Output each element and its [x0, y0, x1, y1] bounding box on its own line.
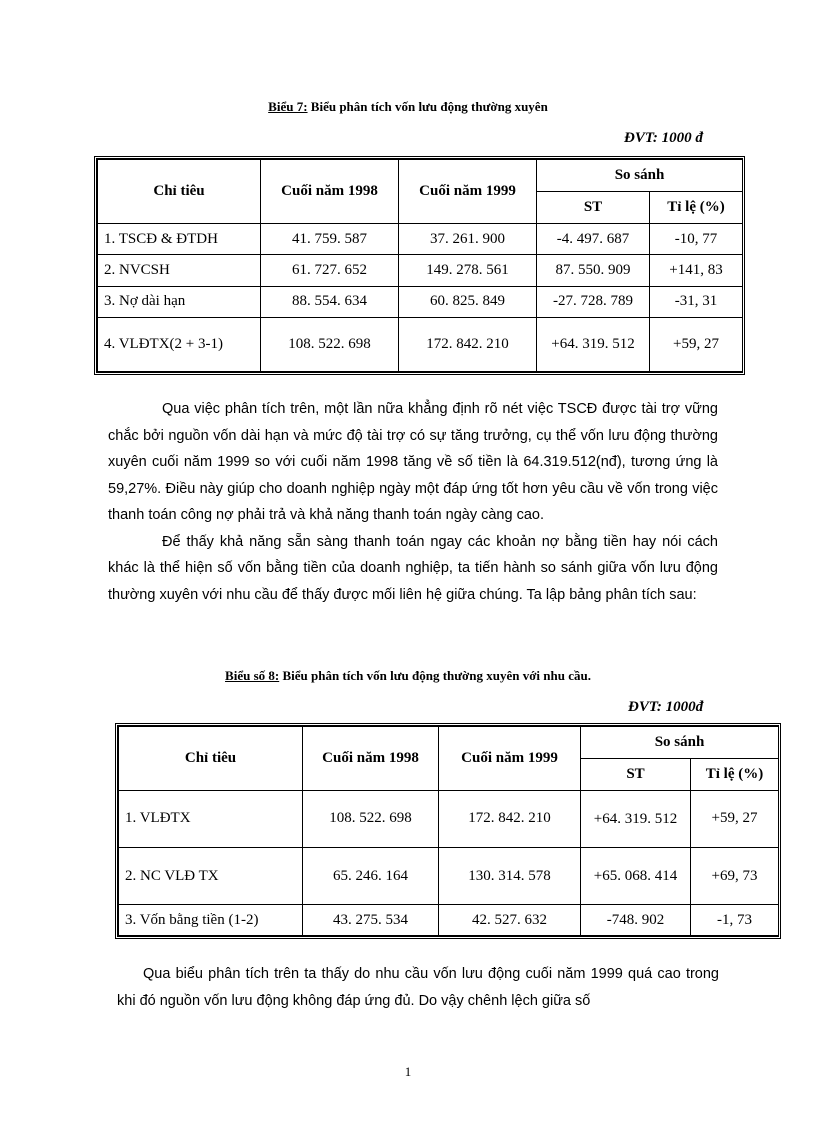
- table-row: [119, 847, 779, 904]
- header-so-sanh: So sánh: [537, 160, 743, 192]
- page-number: 1: [404, 1064, 412, 1079]
- body-text: [108, 396, 718, 608]
- cell-st: +64. 319. 512: [581, 790, 691, 847]
- cell-st: -748. 902: [581, 905, 691, 936]
- cell-ti-le: -1, 73: [691, 905, 779, 936]
- header-chi-tieu: Chỉ tiêu: [98, 160, 261, 224]
- cell-1999: 130. 314. 578: [439, 847, 581, 904]
- table7-unit: ĐVT: 1000 đ: [624, 130, 703, 146]
- row-label: 3. Nợ dài hạn: [98, 286, 261, 317]
- row-label: 1. VLĐTX: [119, 790, 303, 847]
- cell-ti-le: +59, 27: [691, 790, 779, 847]
- cell-1999: 172. 842. 210: [399, 317, 537, 371]
- table7-title-text: Biểu phân tích vốn lưu động thường xuyên: [307, 99, 548, 114]
- header-st: ST: [581, 758, 691, 790]
- cell-1998: 108. 522. 698: [261, 317, 399, 371]
- header-1999: Cuối năm 1999: [399, 160, 537, 224]
- cell-ti-le: +59, 27: [650, 317, 743, 371]
- cell-1999: 37. 261. 900: [399, 224, 537, 255]
- table8-title: [0, 668, 816, 684]
- row-label: 2. NVCSH: [98, 255, 261, 286]
- row-label: 2. NC VLĐ TX: [119, 847, 303, 904]
- table8-title-text: Biểu phân tích vốn lưu động thường xuyên với nhu cầu.: [279, 668, 591, 683]
- header-1999: Cuối năm 1999: [439, 727, 581, 791]
- cell-ti-le: -31, 31: [650, 286, 743, 317]
- cell-1998: 108. 522. 698: [303, 790, 439, 847]
- table8: [115, 723, 781, 939]
- table8-title-prefix: Biểu số 8:: [225, 668, 280, 683]
- cell-1998: 43. 275. 534: [303, 905, 439, 936]
- cell-1998: 65. 246. 164: [303, 847, 439, 904]
- table-row: [119, 790, 779, 847]
- closing-text: [117, 961, 719, 1014]
- row-label: 1. TSCĐ & ĐTDH: [98, 224, 261, 255]
- row-label: 3. Vốn bằng tiền (1-2): [119, 905, 303, 936]
- cell-1999: 42. 527. 632: [439, 905, 581, 936]
- cell-1999: 172. 842. 210: [439, 790, 581, 847]
- cell-1999: 60. 825. 849: [399, 286, 537, 317]
- header-1998: Cuối năm 1998: [261, 160, 399, 224]
- table7: [94, 156, 745, 375]
- paragraph: Qua biểu phân tích trên ta thấy do nhu cầu vốn lưu động cuối năm 1999 quá cao trong khi đó nguồn vốn lưu động không đáp ứng đủ. Do vậy chênh lệch giữa số: [117, 966, 719, 1009]
- cell-st: -27. 728. 789: [537, 286, 650, 317]
- cell-ti-le: +69, 73: [691, 847, 779, 904]
- header-ti-le: Tỉ lệ (%): [691, 758, 779, 790]
- cell-1998: 41. 759. 587: [261, 224, 399, 255]
- table-row: [98, 286, 743, 317]
- table7-title: [0, 99, 816, 115]
- cell-st: 87. 550. 909: [537, 255, 650, 286]
- cell-ti-le: +141, 83: [650, 255, 743, 286]
- table7-title-prefix: Biểu 7:: [268, 99, 308, 114]
- paragraph: Qua việc phân tích trên, một lần nữa khẳng định rõ nét việc TSCĐ được tài trợ vững chắc bởi nguồn vốn dài hạn và mức độ tài trợ có sự tăng trưởng, cụ thể vốn lưu động thường xuyên cuối năm 1999 so với cuối năm 1998 tăng về số tiền là 64.319.512(nđ), tương ứng là 59,27%. Điều này giúp cho doanh nghiệp ngày một đáp ứng tốt hơn yêu cầu về vốn trong việc thanh toán công nợ phải trả và khả năng thanh toán ngày càng cao.: [108, 401, 718, 523]
- table-row: [98, 224, 743, 255]
- row-label: 4. VLĐTX(2 + 3-1): [98, 317, 261, 371]
- paragraph: Để thấy khả năng sẵn sàng thanh toán ngay các khoản nợ bằng tiền hay nói cách khác là thể hiện số vốn bằng tiền của doanh nghiệp, ta tiến hành so sánh giữa vốn lưu động thường xuyên với nhu cầu để thấy được mối liên hệ giữa chúng. Ta lập bảng phân tích sau:: [108, 533, 718, 603]
- cell-st: +65. 068. 414: [581, 847, 691, 904]
- cell-ti-le: -10, 77: [650, 224, 743, 255]
- header-1998: Cuối năm 1998: [303, 727, 439, 791]
- table-row: [119, 905, 779, 936]
- table8-unit: ĐVT: 1000đ: [628, 699, 704, 715]
- cell-st: -4. 497. 687: [537, 224, 650, 255]
- table-row: [98, 317, 743, 371]
- header-chi-tieu: Chỉ tiêu: [119, 727, 303, 791]
- header-st: ST: [537, 192, 650, 224]
- cell-1998: 61. 727. 652: [261, 255, 399, 286]
- table-row: [98, 255, 743, 286]
- header-so-sanh: So sánh: [581, 727, 779, 759]
- cell-st: +64. 319. 512: [537, 317, 650, 371]
- header-ti-le: Tỉ lệ (%): [650, 192, 743, 224]
- cell-1998: 88. 554. 634: [261, 286, 399, 317]
- cell-1999: 149. 278. 561: [399, 255, 537, 286]
